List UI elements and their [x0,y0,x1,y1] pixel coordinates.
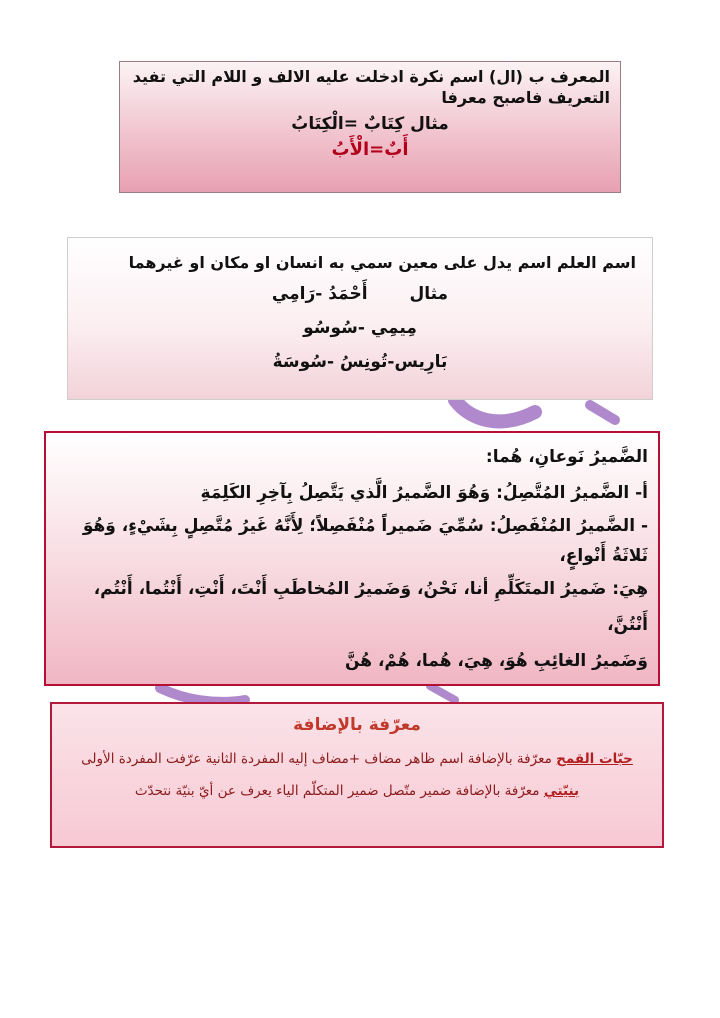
example-names-1: أَحْمَدُ -رَامِي [271,284,368,304]
definite-article-box [119,61,621,193]
definition-line-1: المعرف ب (ال) اسم نكرة ادخلت عليه الالف و اللام التي تفيد [132,67,610,86]
example-line-3: بَارِيس-تُونِسُ -سُوسَةُ [272,352,448,372]
example-line-1: مثال كِتَابٌ =الْكِتَابُ [291,114,449,134]
pronoun-heading: الضَّميرُ نَوعانِ، هُما: [485,447,648,467]
ribbon-stroke-2 [590,405,615,420]
example-line-1 [84,280,636,308]
idafa-key-1: حبّات القمح [556,751,633,767]
detached-pronoun-line: - الضَّميرُ المُنْفَصِلُ: سُمِّيَ ضَميراً مُنْفَصِلاً؛ لِأَنَّهُ غَيرُ مُتَّصِلٍ بِشَيْءٍ، وَهُوَ ثَلاثَةُ أَنْواعٍ، [82,516,648,566]
definition-line-2: التعريف فاصبح معرفا [441,88,610,107]
pronoun-types-line: هِيَ: ضَميرُ المتَكَلِّمِ أنا، نَحْنُ، وَضَميرُ المُخاطَبِ أَنْتَ، أَنْتِ، أَنْتُما، أَنْتُم، أَنْتُنَّ، [93,579,648,635]
ribbon-stroke-1 [455,400,535,421]
idafa-example-1 [70,748,644,770]
proper-noun-box [67,237,653,400]
example-line-2: أَبٌ=الْأَبُ [331,139,409,160]
attached-pronoun-line: أ- الضَّميرُ المُتَّصِلُ: وَهُوَ الضَّميرُ الَّذي يَتَّصِلُ بِآخِرِ الكَلِمَةِ [200,483,648,503]
idafa-example-2 [70,780,644,802]
ribbon-stroke-3 [160,688,245,702]
idafa-text-1: معرّفة بالإضافة اسم ظاهر مضاف +مضاف إليه المفردة الثانية عرّفت المفردة الأولى [81,751,557,767]
ribbon-stroke-4 [430,686,455,700]
idafa-key-2: بنيّتي [543,783,580,799]
idafa-box [50,702,664,848]
idafa-text-2: معرّفة بالإضافة ضمير متّصل ضمير المتكلّم الياء يعرف عن أيّ بنيّة نتحدّث [134,783,544,799]
example-line-2: مِيمِي -سُوسُو [303,318,417,338]
example-label: مثال [409,284,449,304]
definition-line: اسم العلم اسم يدل على معين سمي به انسان او مكان او غيرهما [128,253,636,272]
absent-pronoun-line: وَضَميرُ الغائِبِ هُوَ، هِيَ، هُما، هُمْ، هُنَّ [344,651,648,671]
pronoun-box [44,431,660,686]
idafa-title: معرّفة بالإضافة [293,715,421,735]
